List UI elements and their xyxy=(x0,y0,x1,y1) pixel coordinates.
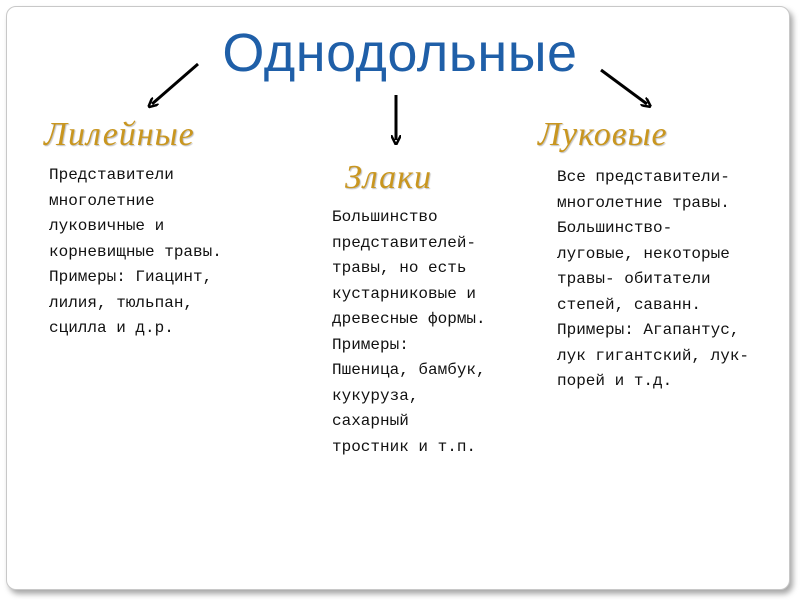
heading-liliaceae: Лилейные xyxy=(44,116,195,153)
text-poaceae: Большинство представителей- травы, но есть кустарниковые и древесные формы. Примеры: Пшеница, бамбук, кукуруза, сахарный тростник и т.п. xyxy=(332,208,486,456)
arrow-right xyxy=(601,70,647,104)
heading-alliaceae: Луковые xyxy=(538,116,668,153)
heading-poaceae: Злаки xyxy=(345,159,432,196)
arrow-left xyxy=(152,64,198,104)
text-liliaceae: Представители многолетние луковичные и корневищные травы. Примеры: Гиацинт, лилия, тюльпан, сцилла и д.р. xyxy=(49,166,222,337)
text-alliaceae: Все представители- многолетние травы. Большинство- луговые, некоторые травы- обитатели степей, саванн. Примеры: Агапантус, лук гигантский, лук- порей и т.д. xyxy=(557,168,750,390)
slide-title: Однодольные xyxy=(222,23,578,83)
